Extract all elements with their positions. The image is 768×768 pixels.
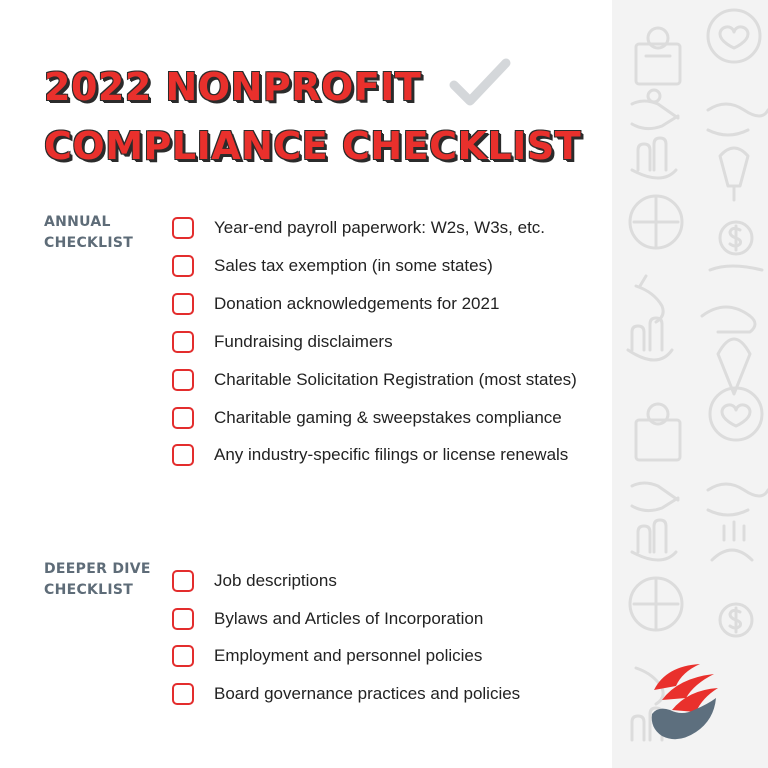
checkbox[interactable] — [172, 331, 194, 353]
checklist-item[interactable] — [172, 215, 545, 241]
checkbox[interactable] — [172, 608, 194, 630]
ribbon-icon — [720, 148, 748, 200]
checklist-item-label: Employment and personnel policies — [214, 646, 483, 665]
hands-icon — [708, 104, 768, 135]
checklist-item-label: Bylaws and Articles of Incorporation — [214, 609, 484, 628]
checklist-item[interactable] — [172, 405, 562, 431]
checkbox[interactable] — [172, 683, 194, 705]
checklist-item[interactable] — [172, 329, 393, 355]
deeper-label-line-2: CHECKLIST — [44, 582, 134, 598]
hands-icon — [636, 276, 663, 322]
heart-globe-icon — [708, 10, 760, 62]
checklist-item-label: Charitable gaming & sweepstakes compliance — [214, 408, 562, 427]
checklist-item-label: Any industry-specific filings or license renewals — [214, 445, 569, 464]
checklist-item-label: Fundraising disclaimers — [214, 332, 393, 351]
checklist-item[interactable] — [172, 291, 499, 317]
hands-icon — [712, 522, 752, 560]
checkbox[interactable] — [172, 217, 194, 239]
ribbon-icon — [718, 339, 750, 394]
checklist-item[interactable] — [172, 568, 337, 594]
deeper-label-line-1: DEEPER DIVE — [44, 561, 151, 577]
checklist-item-label: Job descriptions — [214, 571, 337, 590]
checkbox[interactable] — [172, 407, 194, 429]
checklist-item[interactable] — [172, 643, 482, 669]
checklist-item[interactable] — [172, 253, 493, 279]
checkbox[interactable] — [172, 293, 194, 315]
background-icon-pattern — [612, 0, 768, 768]
deeper-dive-checklist-label — [44, 559, 154, 601]
checklist-item[interactable] — [172, 681, 520, 707]
heart-globe-icon — [710, 388, 762, 440]
dollar-coin-icon — [720, 604, 752, 636]
checklist-item-label: Year-end payroll paperwork: W2s, W3s, etc. — [214, 218, 546, 237]
hands-icon — [632, 90, 678, 129]
hands-icon — [632, 483, 678, 511]
checklist-item[interactable] — [172, 367, 577, 393]
checkmark-icon — [448, 57, 512, 109]
checklist-item-label: Donation acknowledgements for 2021 — [214, 294, 500, 313]
checklist-item-label: Board governance practices and policies — [214, 684, 521, 703]
hands-icon — [628, 318, 672, 360]
checkbox[interactable] — [172, 369, 194, 391]
dollar-coin-icon — [710, 222, 762, 270]
donation-box-icon — [636, 404, 680, 460]
checklist-item[interactable] — [172, 606, 483, 632]
checkbox[interactable] — [172, 444, 194, 466]
annual-label-line-1: ANNUAL — [44, 214, 111, 230]
donation-box-icon — [636, 28, 680, 84]
title-line-2: COMPLIANCE CHECKLIST — [44, 124, 582, 168]
hands-icon — [632, 520, 676, 560]
heart-globe-icon — [630, 578, 682, 630]
hands-icon — [708, 484, 768, 515]
annual-label-line-2: CHECKLIST — [44, 235, 134, 251]
checklist-item-label: Charitable Solicitation Registration (most states) — [214, 370, 577, 389]
hands-icon — [632, 138, 676, 178]
checkbox[interactable] — [172, 645, 194, 667]
hand-swoosh-logo — [648, 660, 720, 744]
checkbox[interactable] — [172, 255, 194, 277]
title-line-1: 2022 NONPROFIT — [44, 65, 422, 109]
hands-icon — [702, 307, 755, 332]
checklist-item-label: Sales tax exemption (in some states) — [214, 256, 493, 275]
checklist-item[interactable] — [172, 442, 568, 468]
heart-globe-icon — [630, 196, 682, 248]
annual-checklist-label — [44, 212, 154, 254]
checkbox[interactable] — [172, 570, 194, 592]
